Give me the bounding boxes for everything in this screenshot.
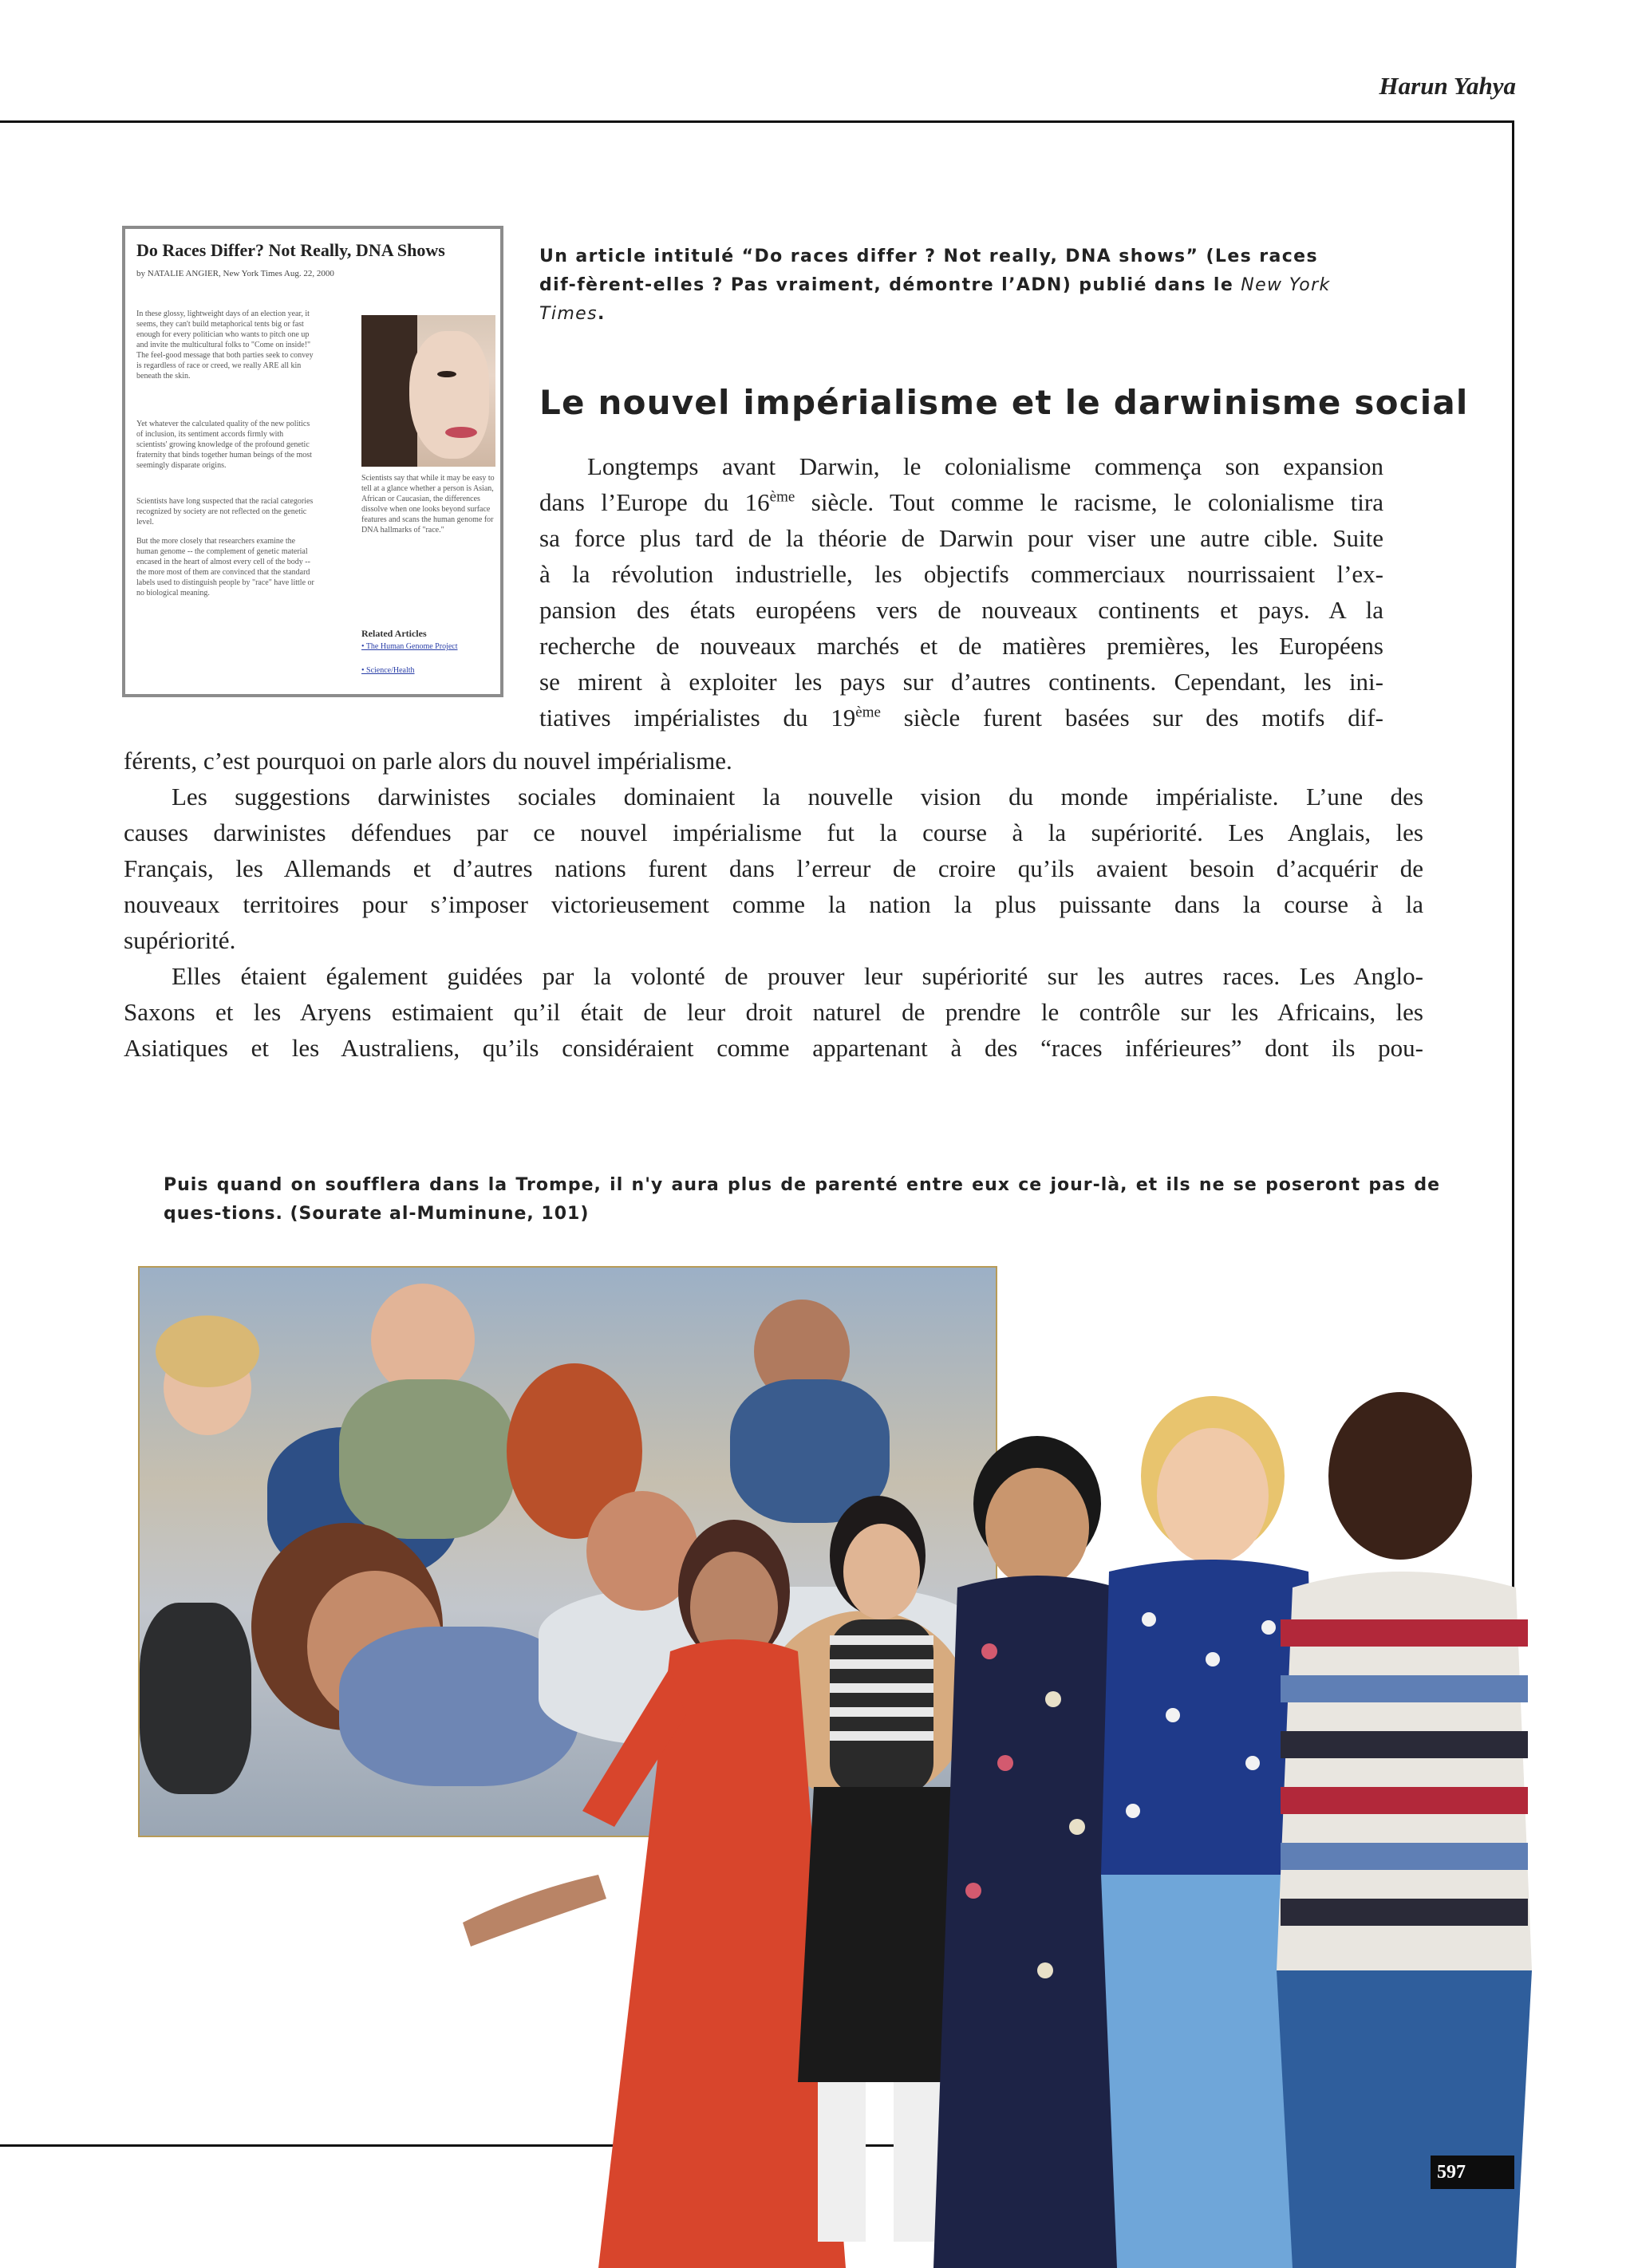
clipping-paragraph: Scientists have long suspected that the racial categories recognized by society are not reflected on the genetic level.: [136, 497, 314, 527]
paragraph-1: [539, 448, 1383, 736]
newspaper-clipping: [122, 226, 503, 697]
paragraph-line: dans l’Europe du 16ème siècle. Tout comme le racisme, le colonialisme tira: [539, 488, 1384, 516]
clipping-related-link[interactable]: • The Human Genome Project: [361, 642, 458, 651]
paragraph-line: à la révolution industrielle, les objectifs commerciaux nourrissaient l’ex-: [539, 560, 1383, 588]
boy-striped-sweater: [1277, 1392, 1532, 2268]
paragraph-line: Les suggestions darwinistes sociales dominaient la nouvelle vision du monde impérialiste. L’une des: [172, 783, 1423, 811]
clipping-caption-text: Un article intitulé “Do races differ ? Not really, DNA shows” (Les races dif-fèrent-elles ? Pas vraiment, démontre l’ADN) publié dans le: [539, 247, 1318, 295]
page-number: 597: [1431, 2156, 1514, 2189]
clipping-portrait-photo: [361, 315, 495, 467]
paragraph-line: nouveaux territoires pour s’imposer victorieusement comme la nation la plus puissante dans la course à la: [124, 890, 1423, 918]
clipping-byline: by NATALIE ANGIER, New York Times Aug. 22, 2000: [136, 269, 334, 278]
paragraph-line: Asiatiques et les Australiens, qu’ils considéraient comme appartenant à des “races inférieures” dont ils pou-: [124, 1034, 1423, 1062]
clipping-related-link[interactable]: • Science/Health: [361, 666, 415, 675]
paragraph-line: Saxons et les Aryens estimaient qu’il était de leur droit naturel de prendre le contrôle sur les Africains, les: [124, 998, 1423, 1026]
running-head: Harun Yahya: [1379, 72, 1516, 100]
children-cutout: [415, 1316, 1548, 2268]
quran-quote: Puis quand on soufflera dans la Trompe, il n'y aura plus de parenté entre eux ce jour-là, et ils ne se poseront pas de ques-tions. (Sourate al-Muminune, 101): [164, 1175, 1440, 1224]
paragraph-line: Elles étaient également guidées par la volonté de prouver leur supériorité sur les autres races. Les Anglo-: [172, 962, 1423, 990]
clipping-caption: [539, 243, 1360, 329]
paragraph-line: Longtemps avant Darwin, le colonialisme commença son expansion: [587, 452, 1383, 480]
clipping-paragraph: But the more closely that researchers examine the human genome -- the complement of genetic material encased in the heart of almost every cell of the body -- the more most of them are convinced that the standard labels used to distinguish people by "race" have little or no biological meaning.: [136, 537, 314, 598]
body-full-width: [124, 743, 1423, 1066]
clipping-photo-caption: Scientists say that while it may be easy to tell at a glance whether a person is Asian, African or Caucasian, the differences dissolve when one looks beyond surface features and scans the human genome for DNA hallmarks of "race.": [361, 474, 495, 534]
paragraph-line: recherche de nouveaux marchés et de matières premières, les Européens: [539, 632, 1383, 660]
clipping-caption-end: .: [597, 304, 606, 324]
section-heading: Le nouvel impérialisme et le darwinisme social: [539, 383, 1469, 422]
clipping-headline: Do Races Differ? Not Really, DNA Shows: [136, 240, 445, 260]
paragraph-1-last-line: férents, c’est pourquoi on parle alors du nouvel impérialisme.: [124, 747, 732, 775]
paragraph-line: supériorité.: [124, 926, 236, 954]
paragraph-line: causes darwinistes défendues par ce nouvel impérialisme fut la course à la supériorité. Les Anglais, les: [124, 818, 1423, 846]
clipping-caption-source: New York Times: [539, 275, 1331, 324]
clipping-paragraph: In these glossy, lightweight days of an election year, it seems, they can't build metaphorical tents big or fast enough for every politician who wants to pitch one up and invite the multicultural folks to "Come on inside!" The feel-good message that both parties seek to convey is regardless of race or creed, we really ARE all kin beneath the skin.: [136, 310, 314, 381]
clipping-related-title: Related Articles: [361, 628, 427, 639]
paragraph-line: Français, les Allemands et d’autres nations furent dans l’erreur de croire qu’ils avaient besoin d’acquérir de: [124, 854, 1423, 882]
girl-red-dress: [463, 1520, 846, 2268]
paragraph-line: se mirent à exploiter les pays sur d’autres continents. Cependant, les ini-: [539, 668, 1383, 696]
paragraph-line: sa force plus tard de la théorie de Darwin pour viser une autre cible. Suite: [539, 524, 1383, 552]
frame-rule-top: [0, 120, 1514, 123]
clipping-paragraph: Yet whatever the calculated quality of the new politics of inclusion, its sentiment accords firmly with scientists' growing knowledge of the profound genetic fraternity that binds together human beings of the most seemingly disparate origins.: [136, 420, 312, 470]
paragraph-line: tiatives impérialistes du 19ème siècle furent basées sur des motifs dif-: [539, 704, 1384, 732]
paragraph-line: pansion des états européens vers de nouveaux continents et pays. A la: [539, 596, 1383, 624]
